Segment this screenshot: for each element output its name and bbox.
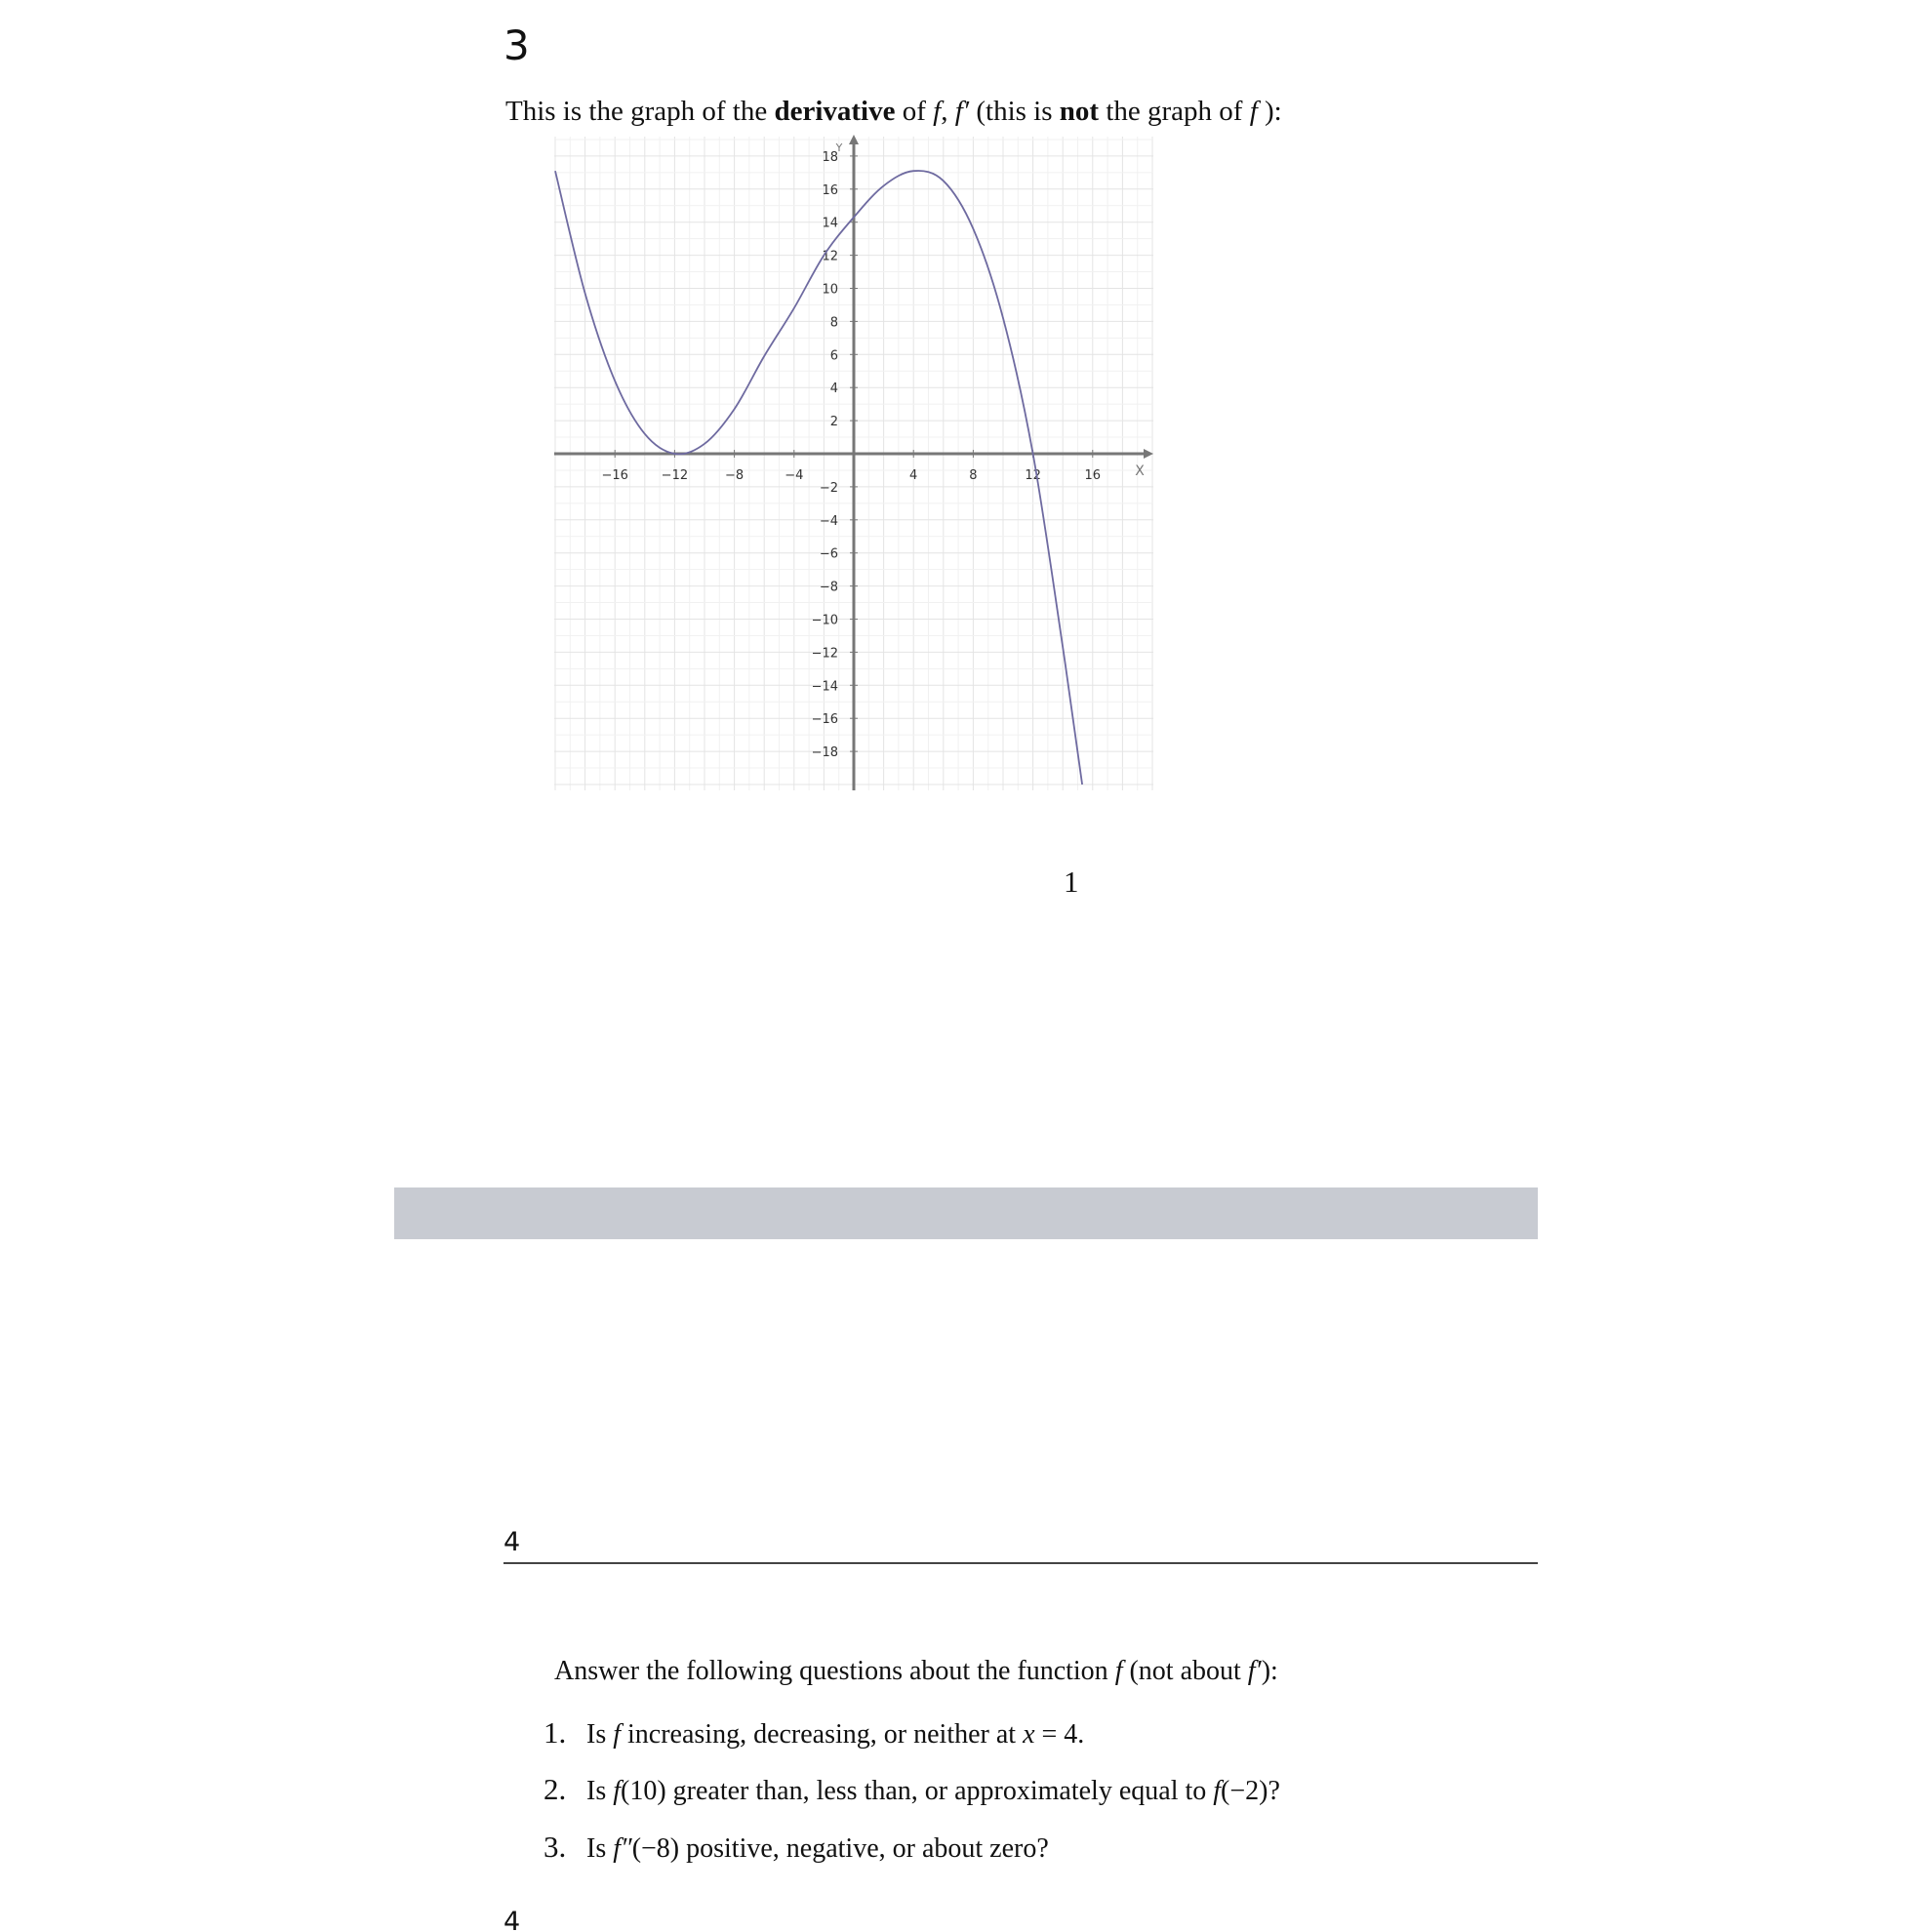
section-divider [503, 1562, 1538, 1564]
y-tick-label: 2 [829, 415, 838, 430]
question-number: 2. [543, 1772, 567, 1806]
section-number-4: 4 [503, 1527, 521, 1557]
lead-fprime: f′ [1247, 1656, 1262, 1686]
question-text: (−8) positive, negative, or about zero? [631, 1833, 1049, 1864]
x-tick-label: −16 [601, 468, 628, 483]
question-math: f [1213, 1776, 1222, 1806]
x-axis-label: X [1135, 463, 1145, 479]
page-number: 1 [1064, 865, 1079, 899]
question-math: f [613, 1719, 622, 1750]
y-tick-label: 6 [829, 348, 838, 364]
intro-part: (this is [969, 96, 1060, 127]
question-math: x [1023, 1719, 1035, 1750]
x-tick-label: −4 [785, 468, 804, 483]
intro-f: f [933, 96, 942, 127]
section-number-3: 3 [503, 21, 530, 69]
intro-fprime: f′ [954, 96, 970, 127]
y-tick-label: −2 [819, 480, 838, 496]
intro-bold-derivative: derivative [774, 96, 896, 127]
y-tick-label: 16 [822, 182, 838, 198]
question-math: f″ [613, 1833, 632, 1864]
questions-lead [554, 1656, 1278, 1687]
lead-f: f [1114, 1656, 1123, 1686]
y-axis-label: Y [835, 141, 843, 154]
lead-part: Answer the following questions about the function [554, 1656, 1115, 1686]
x-tick-label: 4 [909, 468, 918, 483]
intro-part: of [895, 96, 934, 127]
y-tick-label: 8 [829, 315, 838, 331]
y-tick-label: 12 [822, 249, 838, 264]
x-tick-label: 16 [1084, 468, 1102, 483]
question-text: (−2)? [1221, 1776, 1280, 1806]
y-tick-label: 14 [822, 216, 838, 231]
page-break-bar [394, 1187, 1538, 1239]
question-number: 1. [543, 1715, 567, 1750]
question-3 [543, 1830, 1049, 1865]
y-tick-label: −18 [811, 745, 838, 761]
intro-f: f [1249, 96, 1258, 127]
intro-bold-not: not [1059, 96, 1100, 127]
lead-part: ): [1261, 1656, 1278, 1686]
lead-part: (not about [1122, 1656, 1248, 1686]
y-tick-label: −10 [811, 613, 838, 628]
question-1 [543, 1715, 1084, 1751]
derivative-graph [546, 132, 1161, 805]
intro-part: ): [1257, 96, 1282, 127]
y-tick-label: −14 [811, 679, 838, 695]
next-section-number: 4 [503, 1911, 521, 1932]
y-tick-label: 18 [822, 149, 838, 165]
question-text: increasing, decreasing, or neither at [621, 1719, 1024, 1750]
y-tick-label: −6 [819, 546, 838, 562]
question-text: = 4. [1034, 1719, 1085, 1750]
y-tick-label: −16 [811, 712, 838, 728]
x-tick-label: 8 [969, 468, 978, 483]
question-number: 3. [543, 1830, 567, 1864]
y-tick-label: 10 [822, 282, 838, 298]
x-tick-label: 12 [1025, 468, 1041, 483]
intro-part: , [941, 96, 955, 127]
y-tick-label: −4 [819, 513, 838, 529]
intro-part: the graph of [1099, 96, 1250, 127]
y-tick-label: −12 [811, 646, 838, 662]
next-section-number-cut [503, 1911, 525, 1932]
question-text: Is [586, 1719, 614, 1750]
x-tick-label: −8 [725, 468, 745, 483]
y-tick-label: 4 [829, 382, 838, 397]
axes [554, 135, 1153, 790]
intro-part: This is the graph of the [505, 96, 775, 127]
graph-intro-text [505, 96, 1282, 128]
question-text: Is [586, 1776, 614, 1806]
y-tick-label: −8 [819, 580, 838, 595]
question-math: f [613, 1776, 622, 1806]
x-tick-label: −12 [661, 468, 689, 483]
question-text: (10) greater than, less than, or approximately equal to [621, 1776, 1214, 1806]
question-2 [543, 1772, 1280, 1807]
question-text: Is [586, 1833, 614, 1864]
